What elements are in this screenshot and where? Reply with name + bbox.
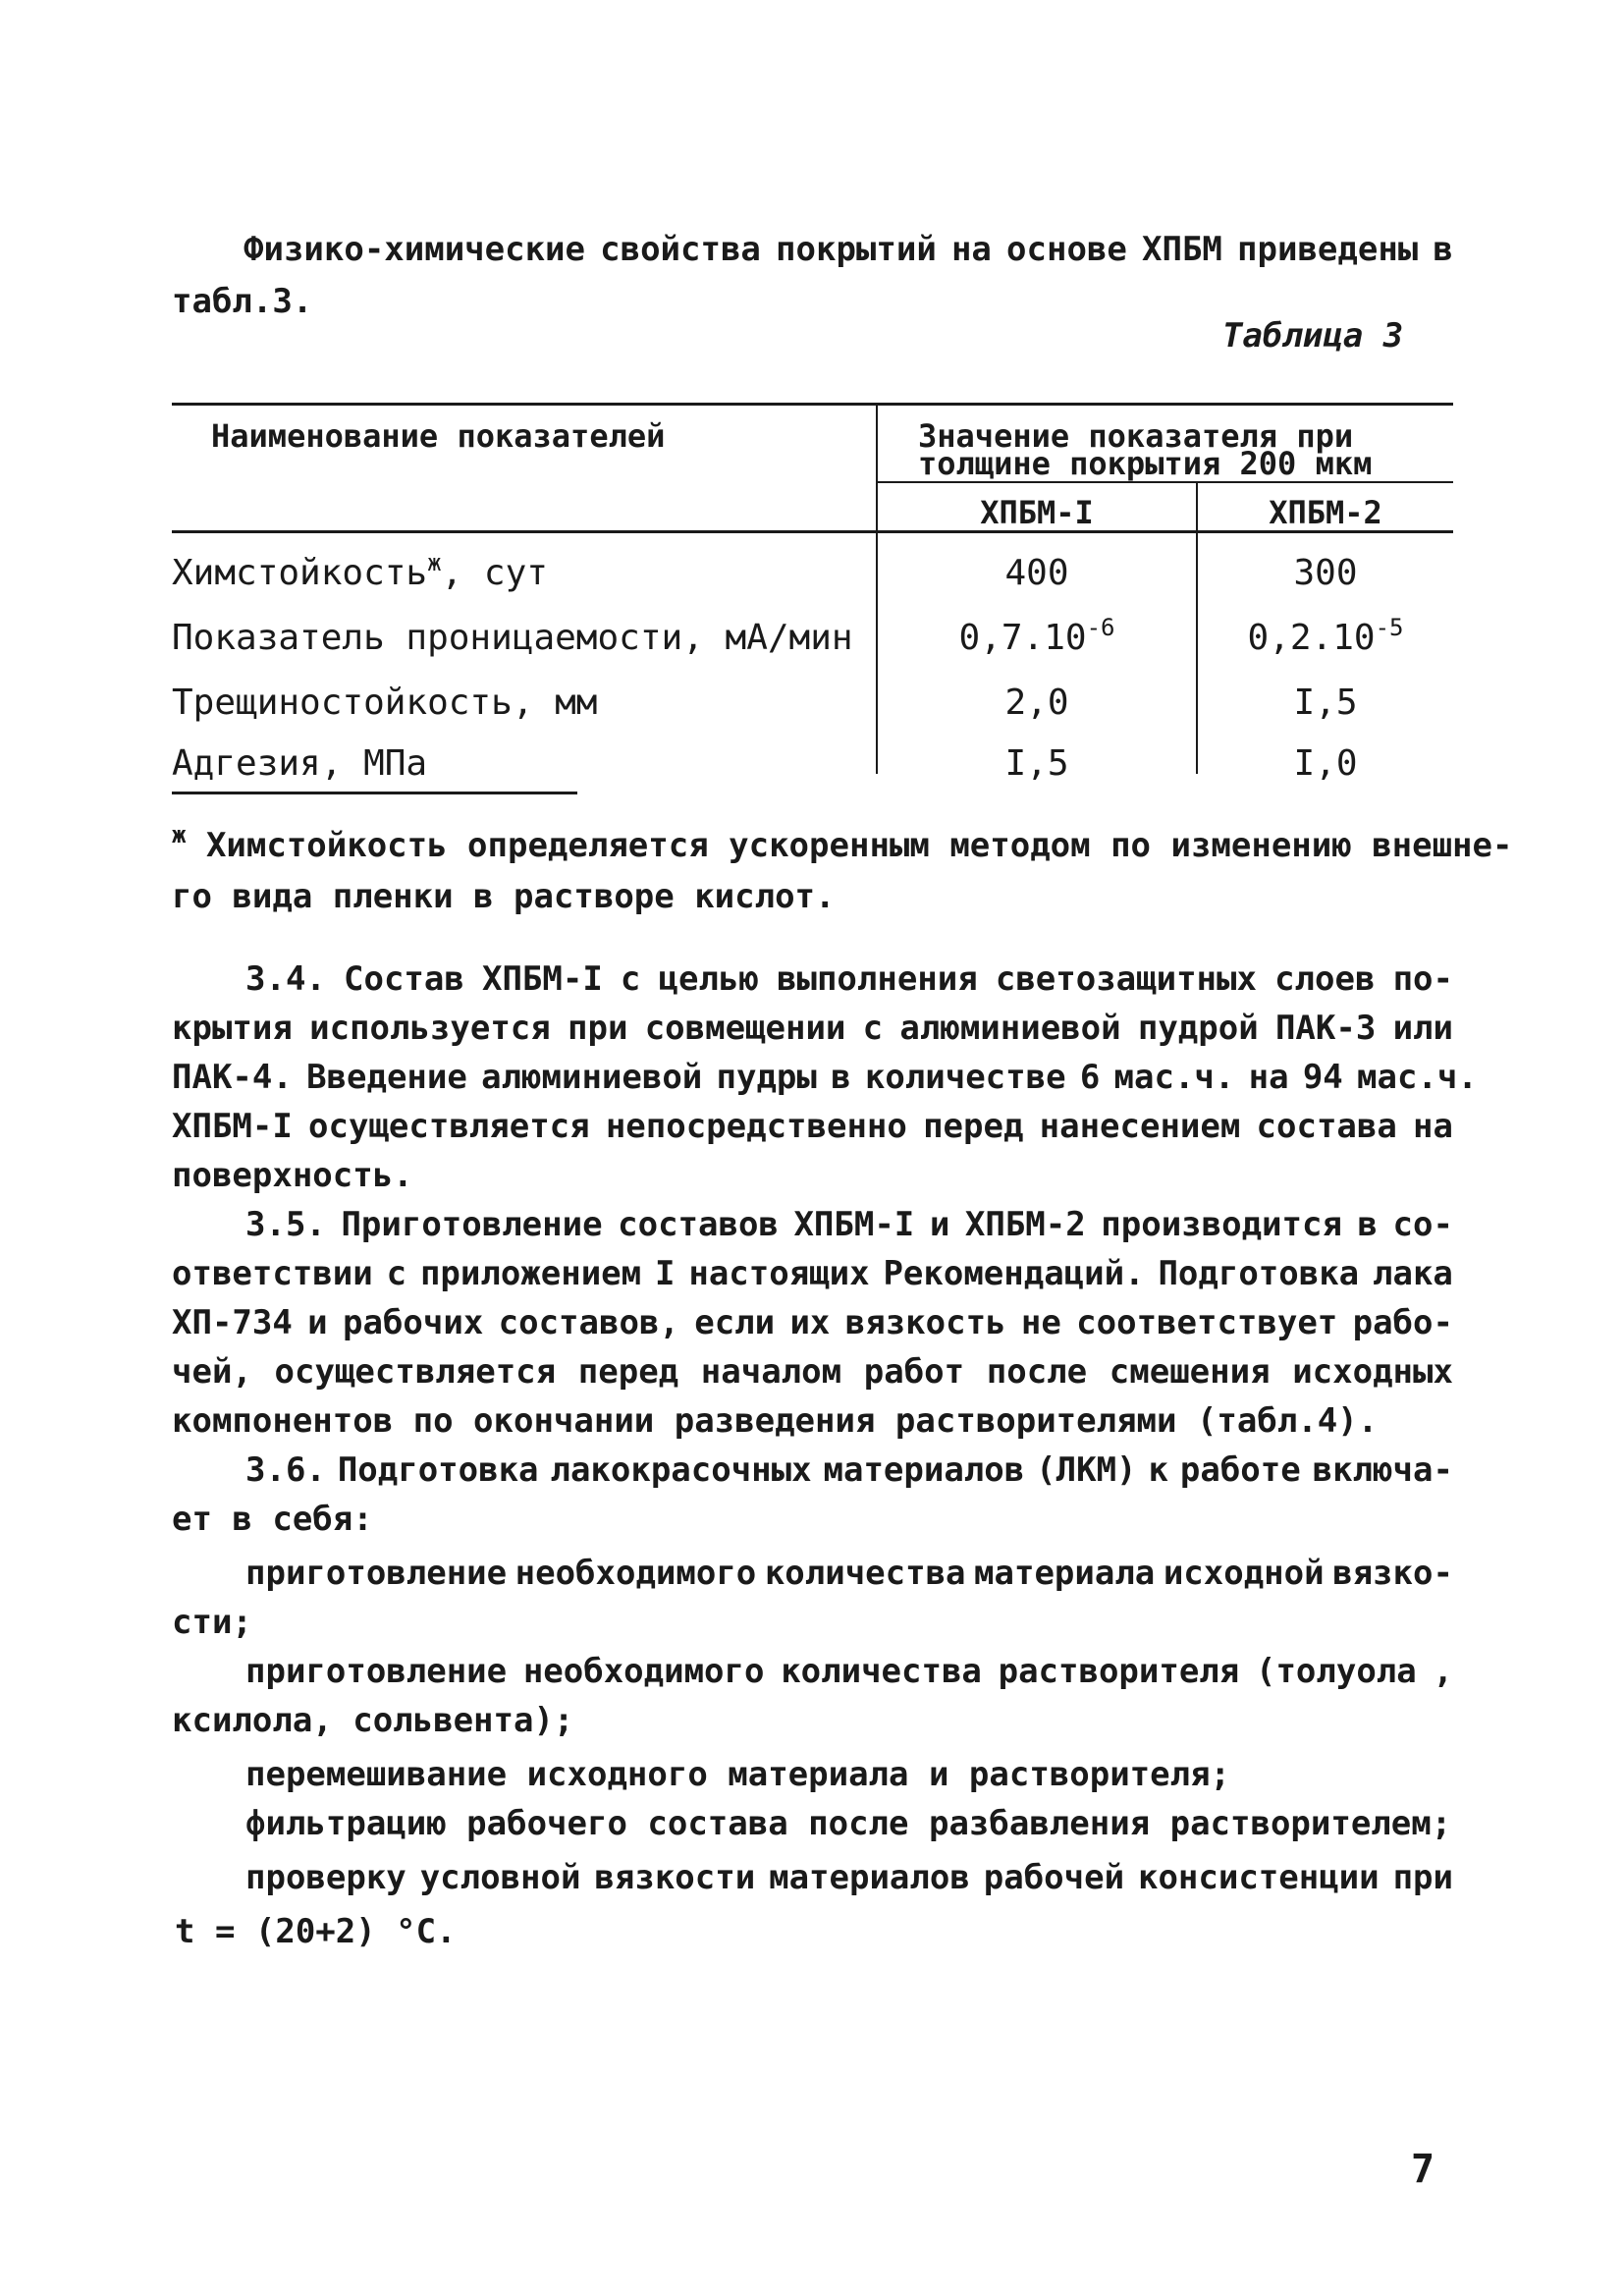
word: количества — [764, 1554, 966, 1593]
word: с — [620, 959, 641, 999]
word: вязкость — [844, 1303, 1006, 1342]
word: алюминиевой — [481, 1058, 703, 1097]
body-line — [245, 1856, 1453, 1899]
word: составов, — [498, 1303, 679, 1342]
body-line — [172, 1105, 1453, 1148]
word: к — [1148, 1450, 1168, 1490]
table-col-header-1: ХПБМ-I — [980, 494, 1094, 531]
word: алюминиевой — [899, 1009, 1121, 1048]
table-cell: 400 — [1004, 553, 1069, 593]
body-line — [245, 1650, 1453, 1693]
word: , — [1433, 1652, 1453, 1691]
table-header-value-1: Значение показателя при — [918, 417, 1354, 455]
word: совмещении — [644, 1009, 846, 1048]
body-line — [172, 1252, 1453, 1295]
table-bottom-rule — [172, 792, 577, 794]
word: ХПБМ-I — [481, 959, 603, 999]
word: необходимого — [514, 1554, 757, 1593]
body-line — [245, 1449, 1453, 1492]
body-line: перемешивание исходного материала и растворителя; — [245, 1755, 1231, 1794]
word: в — [831, 1058, 851, 1097]
word: ХПБМ — [1142, 230, 1222, 269]
word: при — [568, 1009, 628, 1048]
word: рабо- — [1352, 1303, 1453, 1342]
word: с — [862, 1009, 884, 1048]
word: 3.5. — [245, 1205, 326, 1244]
footnote-marker: ж — [427, 549, 442, 576]
word: рабочей — [983, 1858, 1125, 1897]
word: и — [307, 1303, 328, 1342]
word: ПАК-3 — [1274, 1009, 1377, 1048]
word: (ЛКМ) — [1036, 1450, 1137, 1490]
word: осуществляется — [308, 1107, 590, 1146]
word: 3.4. — [245, 959, 326, 999]
word: осуществляется — [274, 1352, 557, 1392]
word: настоящих — [688, 1254, 870, 1293]
word: на — [1248, 1058, 1289, 1097]
body-line — [172, 1301, 1453, 1344]
word: мас.ч. — [1357, 1058, 1478, 1097]
word: ХП-734 — [172, 1303, 293, 1342]
body-line — [245, 1203, 1453, 1246]
word: ХПБМ-2 — [964, 1205, 1086, 1244]
word: выполнения — [777, 959, 978, 999]
word: ответствии — [172, 1254, 373, 1293]
body-line: сти; — [172, 1603, 252, 1642]
row-unit-text: , сут — [441, 553, 548, 593]
table-caption: Таблица 3 — [1222, 316, 1404, 355]
word: их — [789, 1303, 831, 1342]
word: приложением — [419, 1254, 642, 1293]
word: нанесением — [1039, 1107, 1241, 1146]
word: Введение — [306, 1058, 467, 1097]
footnote-text: Химстойкость определяется ускоренным методом по изменению внешне- — [205, 826, 1513, 865]
word: Физико-химические — [244, 230, 585, 269]
word: Подготовка — [337, 1450, 539, 1490]
word: целью — [658, 959, 759, 999]
word: смешения — [1109, 1352, 1271, 1392]
word: если — [694, 1303, 776, 1342]
table-footnote-line-2: го вида пленки в растворе кислот. — [172, 877, 836, 916]
value-exponent: -5 — [1375, 614, 1404, 641]
word: проверку — [245, 1858, 406, 1897]
word: вязко- — [1332, 1554, 1453, 1593]
row-name-text: Химстойкость — [172, 553, 428, 593]
word: 94 — [1302, 1058, 1343, 1097]
body-line — [245, 957, 1453, 1001]
body-line: ет в себя: — [172, 1500, 373, 1539]
word: ПАК-4. — [172, 1058, 293, 1097]
word: исходных — [1292, 1352, 1453, 1392]
word: состава — [1256, 1107, 1397, 1146]
intro-line-1 — [244, 228, 1453, 271]
table-col-header-2: ХПБМ-2 — [1269, 494, 1382, 531]
word: Состав — [344, 959, 464, 999]
word: в — [1433, 230, 1453, 269]
word: 3.6. — [245, 1450, 326, 1490]
word: исходной — [1163, 1554, 1325, 1593]
word: непосредственно — [605, 1107, 907, 1146]
word: соответствует — [1076, 1303, 1338, 1342]
word: I — [654, 1254, 676, 1293]
word: крытия — [172, 1009, 293, 1048]
word: не — [1020, 1303, 1061, 1342]
table-cell: 2,0 — [1004, 683, 1069, 723]
word: консистенции — [1137, 1858, 1380, 1897]
table-cell: I,0 — [1293, 743, 1358, 784]
word: на — [950, 230, 992, 269]
word: необходимого — [522, 1652, 765, 1691]
word: слоев — [1274, 959, 1376, 999]
table-top-rule — [172, 403, 1453, 406]
word: светозащитных — [995, 959, 1257, 999]
table-row-name: Показатель проницаемости, мА/мин — [172, 618, 853, 658]
table-cell: 300 — [1293, 553, 1358, 593]
body-line — [245, 1552, 1453, 1595]
word: в — [1357, 1205, 1378, 1244]
word: условной — [419, 1858, 581, 1897]
body-line: t = (20+2) °С. — [175, 1912, 457, 1951]
word: (толуола — [1255, 1652, 1417, 1691]
word: пудрой — [1137, 1009, 1259, 1048]
body-line: поверхность. — [172, 1156, 413, 1195]
word: чей, — [172, 1352, 252, 1392]
table-cell — [1198, 614, 1453, 660]
table-row-name — [172, 549, 548, 595]
body-line: ксилола, сольвента); — [172, 1701, 574, 1740]
word: ХПБМ-I — [172, 1107, 293, 1146]
table-cell — [878, 614, 1196, 660]
value-base: 0,2.10 — [1247, 618, 1376, 658]
body-line — [172, 1056, 1478, 1099]
word: лакокрасочных — [550, 1450, 812, 1490]
word: 6 — [1079, 1058, 1101, 1097]
value-exponent: -6 — [1086, 614, 1115, 641]
value-base: 0,7.10 — [958, 618, 1087, 658]
word: или — [1392, 1009, 1453, 1048]
word: покрытий — [776, 230, 937, 269]
word: и — [929, 1205, 950, 1244]
word: пудры — [716, 1058, 817, 1097]
word: лака — [1373, 1254, 1453, 1293]
word: приготовление — [245, 1554, 508, 1593]
word: рабочих — [343, 1303, 484, 1342]
word: со- — [1392, 1205, 1453, 1244]
word: после — [986, 1352, 1088, 1392]
word: материала — [974, 1554, 1156, 1593]
word: мас.ч. — [1113, 1058, 1235, 1097]
word: при — [1392, 1858, 1453, 1897]
word: по- — [1392, 959, 1453, 999]
body-line: фильтрацию рабочего состава после разбавления растворителем; — [245, 1804, 1452, 1843]
word: с — [386, 1254, 407, 1293]
word: работ — [863, 1352, 965, 1392]
word: включа- — [1312, 1450, 1453, 1490]
word: материалов — [823, 1450, 1025, 1490]
table-header-name: Наименование показателей — [211, 417, 666, 455]
word: началом — [700, 1352, 842, 1392]
word: свойства — [600, 230, 761, 269]
word: работе — [1179, 1450, 1301, 1490]
word: перед — [923, 1107, 1024, 1146]
word: используется — [309, 1009, 551, 1048]
word: ХПБМ-I — [793, 1205, 915, 1244]
table-cell: I,5 — [1004, 743, 1069, 784]
word: составов — [618, 1205, 779, 1244]
table-row-name: Трещиностойкость, мм — [172, 683, 598, 723]
word: количестве — [864, 1058, 1066, 1097]
word: на — [1413, 1107, 1453, 1146]
table-header-value-2: толщине покрытия 200 мкм — [918, 445, 1373, 482]
intro-line-2: табл.3. — [172, 282, 313, 321]
body-line — [172, 1350, 1453, 1394]
table-row-name: Адгезия, МПа — [172, 743, 428, 784]
word: приготовление — [245, 1652, 508, 1691]
word: приведены — [1237, 230, 1419, 269]
word: растворителя — [998, 1652, 1240, 1691]
word: вязкости — [594, 1858, 756, 1897]
word: перед — [577, 1352, 679, 1392]
word: Подготовка — [1158, 1254, 1360, 1293]
footnote-marker: ж — [172, 821, 187, 848]
word: материалов — [769, 1858, 970, 1897]
word: Рекомендаций. — [883, 1254, 1145, 1293]
body-line — [172, 1007, 1453, 1050]
word: Приготовление — [341, 1205, 603, 1244]
word: количества — [781, 1652, 982, 1691]
word: основе — [1006, 230, 1127, 269]
body-line: компонентов по окончании разведения растворителями (табл.4). — [172, 1401, 1379, 1441]
table-footnote-line-1 — [172, 821, 1513, 868]
page-number: 7 — [1411, 2147, 1435, 2192]
table-cell: I,5 — [1293, 683, 1358, 723]
word: производится — [1101, 1205, 1342, 1244]
